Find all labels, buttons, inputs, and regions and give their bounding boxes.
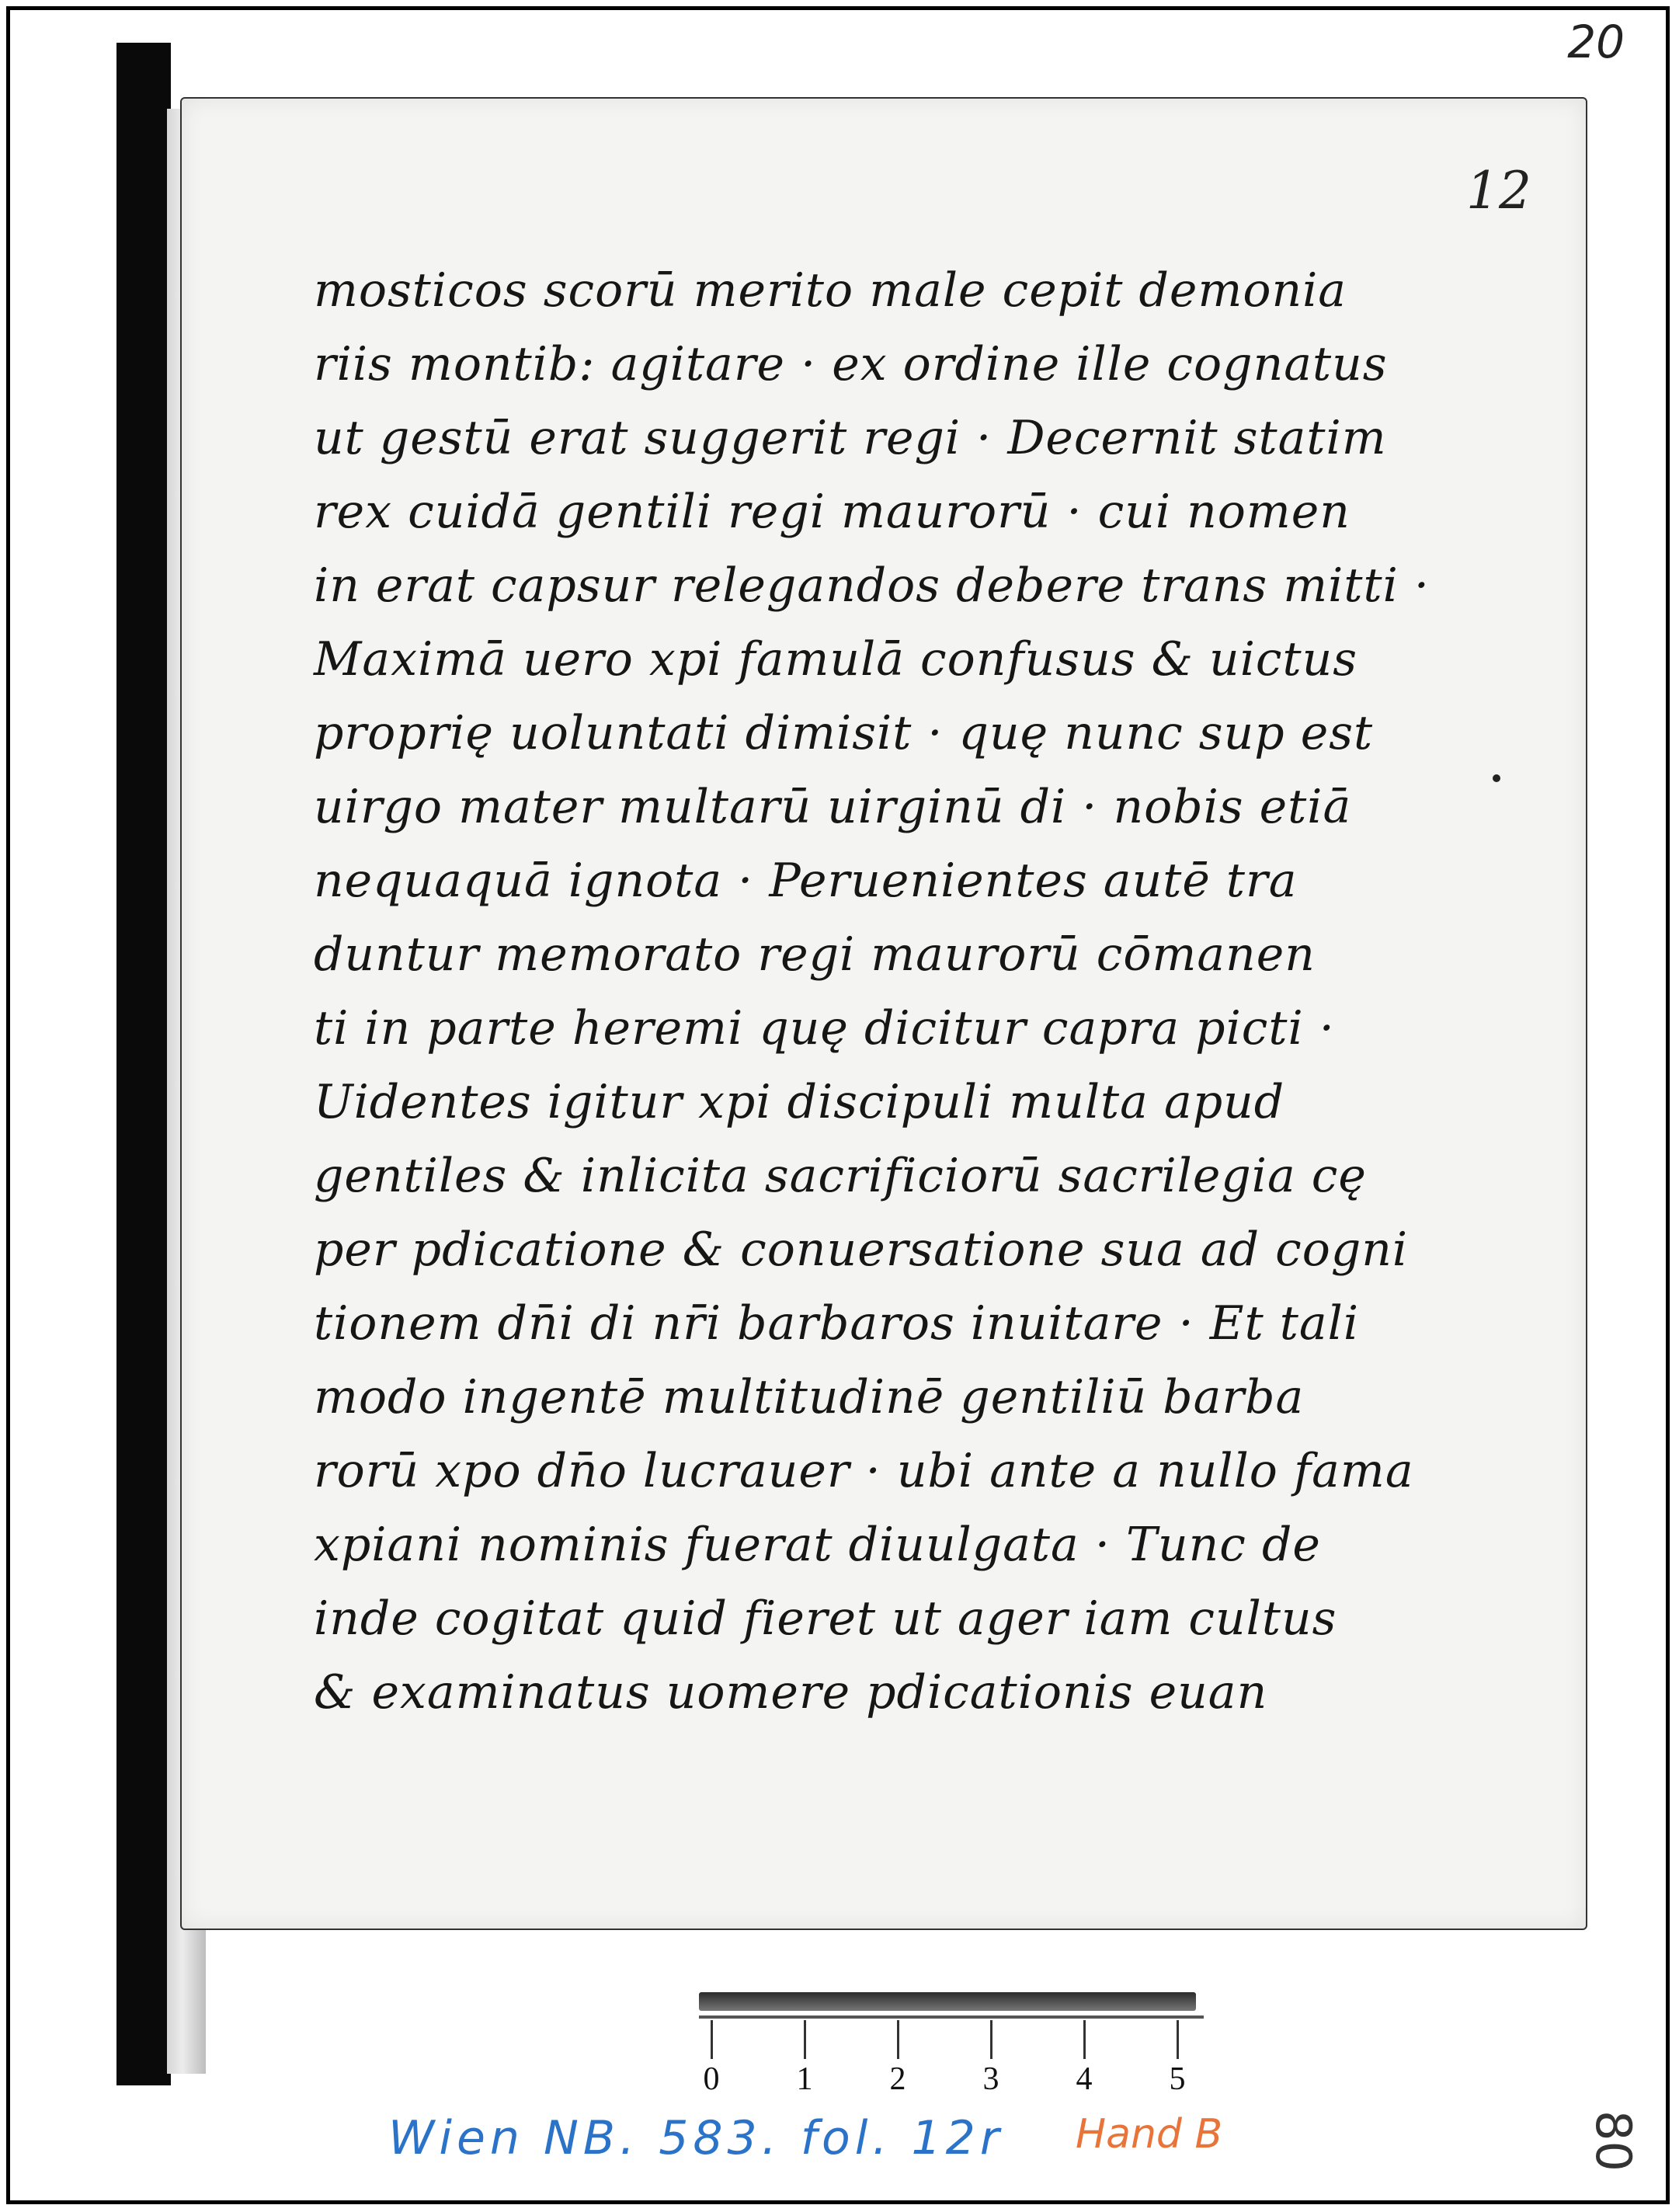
ruler-label: 4	[1076, 2061, 1093, 2097]
text-line: per pdicatione & conuersatione sua ad cogni	[314, 1223, 1409, 1277]
ruler-bar	[699, 1992, 1196, 2011]
binding-shadow-strip	[116, 43, 171, 2085]
text-line: rex cuidā gentili regi maurorū · cui nomen	[314, 485, 1350, 539]
ruler-label: 1	[796, 2061, 813, 2097]
text-line: gentiles & inlicita sacrificiorū sacrilegia cę	[314, 1149, 1367, 1203]
text-line: modo ingentē multitudinē gentiliū barba	[314, 1370, 1305, 1424]
text-line: inde cogitat quid fieret ut ager iam cultus	[314, 1591, 1337, 1646]
text-line: riis montib: agitare · ex ordine ille cognatus	[314, 337, 1388, 391]
text-line: ut gestū erat suggerit regi · Decernit statim	[314, 411, 1387, 465]
manuscript-text	[314, 254, 1440, 1730]
text-line: tionem dn̄i di nr̄i barbaros inuitare · Et tali	[314, 1296, 1360, 1351]
text-line: rorū xpo dn̄o lucrauer · ubi ante a nullo fama	[314, 1444, 1414, 1498]
scale-ruler	[668, 1992, 1235, 2101]
text-line: in erat capsur relegandos debere trans mitti ·	[314, 558, 1430, 613]
ink-dot	[1493, 774, 1500, 782]
manuscript-reference-caption: Wien NB. 583. fol. 12r	[388, 2111, 1004, 2165]
text-line: uirgo mater multarū uirginū di · nobis etiā	[314, 780, 1352, 834]
ruler-label: 3	[982, 2061, 999, 2097]
manuscript-folio	[180, 97, 1587, 1930]
text-line: ti in parte heremi quę dicitur capra picti ·	[314, 1001, 1335, 1056]
corner-page-number: 20	[1567, 16, 1625, 68]
ruler-tick	[1083, 2020, 1086, 2059]
text-line: nequaquā ignota · Peruenientes autē tra	[314, 854, 1298, 908]
folio-number: 12	[1466, 161, 1531, 221]
scribe-hand-label: Hand B	[1076, 2111, 1223, 2158]
ruler-baseline	[699, 2015, 1204, 2019]
text-line: & examinatus uomere pdicationis euan	[314, 1665, 1268, 1720]
ruler-tick	[990, 2020, 992, 2059]
ruler-tick	[897, 2020, 899, 2059]
text-line: xpiani nominis fuerat diuulgata · Tunc de	[314, 1518, 1321, 1572]
ruler-tick	[711, 2020, 713, 2059]
ruler-tick	[804, 2020, 806, 2059]
ruler-label: 5	[1169, 2061, 1186, 2097]
ruler-tick	[1177, 2020, 1179, 2059]
text-line: duntur memorato regi maurorū cōmanen	[314, 927, 1316, 982]
side-number: 80	[1585, 2110, 1642, 2172]
text-line: proprię uoluntati dimisit · quę nunc sup est	[314, 706, 1374, 760]
text-line: mosticos scorū merito male cepit demonia	[314, 263, 1347, 318]
ruler-label: 2	[889, 2061, 906, 2097]
text-line: Uidentes igitur xpi discipuli multa apud	[314, 1075, 1285, 1129]
ruler-label: 0	[703, 2061, 720, 2097]
text-line: Maximā uero xpi famulā confusus & uictus	[314, 632, 1358, 687]
